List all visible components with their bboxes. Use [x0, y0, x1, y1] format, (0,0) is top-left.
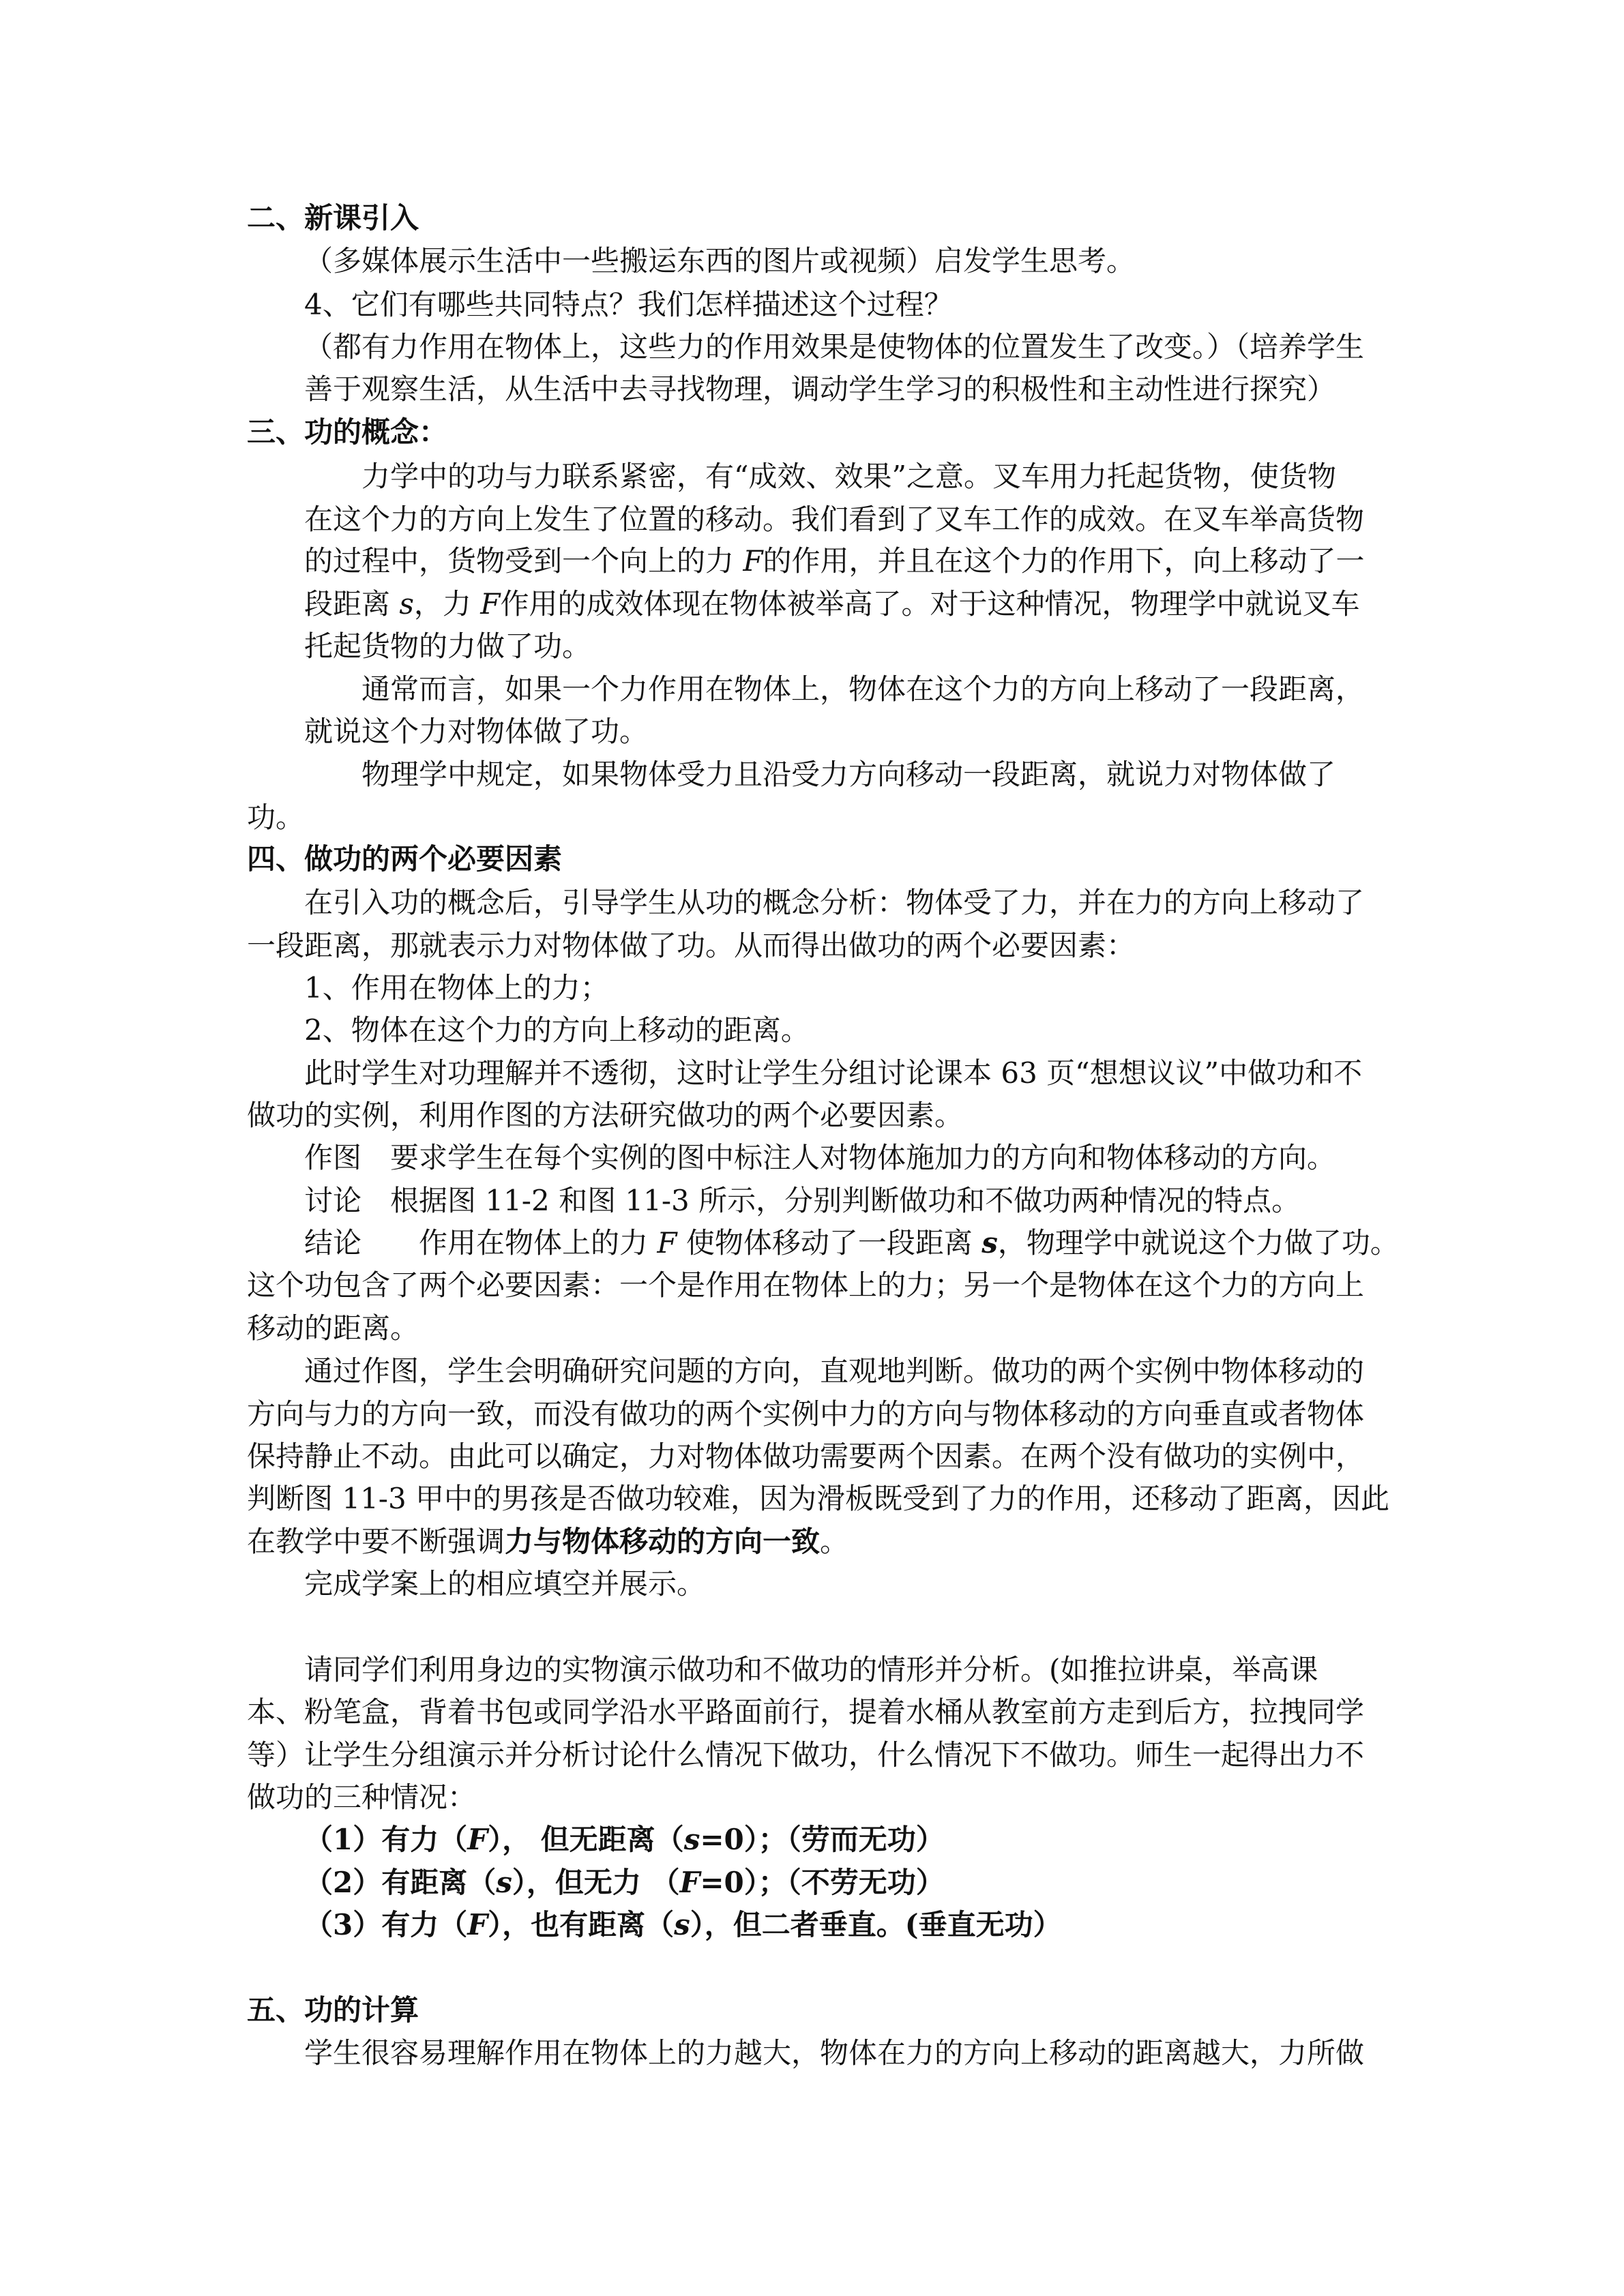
- force-symbol: F: [657, 1226, 677, 1259]
- distance-symbol: s: [399, 587, 414, 621]
- paragraph-line: 的过程中，货物受到一个向上的力 F的作用，并且在这个力的作用下，向上移动了一: [304, 544, 1365, 578]
- emphasis-text: 力与物体移动的方向一致: [505, 1525, 821, 1558]
- force-symbol: F: [480, 587, 501, 621]
- paragraph-line: 判断图 11-3 甲中的男孩是否做功较难，因为滑板既受到了力的作用，还移动了距离，因此: [247, 1482, 1390, 1515]
- conclusion-line: 结论 作用在物体上的力 F 使物体移动了一段距离 s，物理学中就说这个力做了功。: [304, 1226, 1399, 1259]
- discussion-instruction: 讨论 根据图 11-2 和图 11-3 所示，分别判断做功和不做功两种情况的特点。: [304, 1184, 1301, 1217]
- section-heading-work-concept: 三、功的概念：: [247, 415, 448, 449]
- paragraph-line: 请同学们利用身边的实物演示做功和不做功的情形并分析。(如推拉讲桌，举高课: [304, 1653, 1318, 1686]
- paragraph-line: 完成学案上的相应填空并展示。: [304, 1567, 706, 1600]
- section-heading-work-calculation: 五、功的计算: [247, 1993, 419, 2027]
- paragraph-line: 托起货物的力做了功。: [304, 629, 591, 663]
- paragraph-line: 方向与力的方向一致，而没有做功的两个实例中力的方向与物体移动的方向垂直或者物体: [247, 1397, 1365, 1431]
- paragraph-line: 在教学中要不断强调力与物体移动的方向一致。: [247, 1525, 849, 1558]
- list-item: 1、作用在物体上的力；: [304, 971, 609, 1004]
- paragraph-line: 本、粉笔盒，背着书包或同学沿水平路面前行，提着水桶从教室前方走到后方，拉拽同学: [247, 1695, 1365, 1729]
- paragraph-line: 物理学中规定，如果物体受力且沿受力方向移动一段距离，就说力对物体做了: [361, 758, 1336, 791]
- paragraph-line: 力学中的功与力联系紧密，有“成效、效果”之意。叉车用力托起货物，使货物: [361, 460, 1336, 493]
- distance-symbol: s: [981, 1226, 998, 1259]
- paragraph-line: 通常而言，如果一个力作用在物体上，物体在这个力的方向上移动了一段距离，: [361, 672, 1365, 706]
- force-symbol: F: [743, 544, 763, 578]
- list-item: 2、物体在这个力的方向上移动的距离。: [304, 1013, 810, 1047]
- drawing-instruction: 作图 要求学生在每个实例的图中标注人对物体施加力的方向和物体移动的方向。: [304, 1141, 1336, 1174]
- paragraph-line: 在引入功的概念后，引导学生从功的概念分析：物体受了力，并在力的方向上移动了: [304, 886, 1365, 919]
- paragraph-line: 就说这个力对物体做了功。: [304, 715, 649, 748]
- paragraph-line: 通过作图，学生会明确研究问题的方向，直观地判断。做功的两个实例中物体移动的: [304, 1354, 1365, 1388]
- answer-line: 善于观察生活，从生活中去寻找物理，调动学生学习的积极性和主动性进行探究）: [304, 372, 1336, 406]
- section-heading-two-factors: 四、做功的两个必要因素: [247, 842, 563, 876]
- paragraph-line: 此时学生对功理解并不透彻，这时让学生分组讨论课本 63 页“想想议议”中做功和不: [304, 1056, 1363, 1090]
- paragraph-line: 功。: [247, 801, 305, 834]
- case-item-2: （2）有距离（s），但无力 （F=0）；（不劳无功）: [304, 1866, 945, 1899]
- paragraph-line: 一段距离，那就表示力对物体做了功。从而得出做功的两个必要因素：: [247, 929, 1136, 962]
- case-item-1: （1）有力（F）， 但无距离（s=0）；（劳而无功）: [304, 1823, 945, 1856]
- question-line: 4、它们有哪些共同特点？我们怎样描述这个过程？: [304, 288, 953, 321]
- paragraph-line: 移动的距离。: [247, 1311, 419, 1345]
- paragraph-line: （多媒体展示生活中一些搬运东西的图片或视频）启发学生思考。: [304, 244, 1136, 278]
- paragraph-line: 等）让学生分组演示并分析讨论什么情况下做功，什么情况下不做功。师生一起得出力不: [247, 1738, 1365, 1772]
- paragraph-line: 做功的实例，利用作图的方法研究做功的两个必要因素。: [247, 1099, 964, 1132]
- paragraph-line: 学生很容易理解作用在物体上的力越大，物体在力的方向上移动的距离越大，力所做: [304, 2036, 1365, 2070]
- paragraph-line: 做功的三种情况：: [247, 1780, 477, 1814]
- section-heading-new-lesson: 二、新课引入: [247, 201, 419, 235]
- case-item-3: （3）有力（F），也有距离（s），但二者垂直。(垂直无功）: [304, 1908, 1062, 1941]
- paragraph-line: 段距离 s，力 F作用的成效体现在物体被举高了。对于这种情况，物理学中就说叉车: [304, 587, 1360, 621]
- paragraph-line: 保持静止不动。由此可以确定，力对物体做功需要两个因素。在两个没有做功的实例中，: [247, 1440, 1365, 1473]
- paragraph-line: 这个功包含了两个必要因素：一个是作用在物体上的力；另一个是物体在这个力的方向上: [247, 1268, 1365, 1302]
- paragraph-line: 在这个力的方向上发生了位置的移动。我们看到了叉车工作的成效。在叉车举高货物: [304, 503, 1365, 536]
- answer-line: （都有力作用在物体上，这些力的作用效果是使物体的位置发生了改变。）（培养学生: [304, 330, 1365, 363]
